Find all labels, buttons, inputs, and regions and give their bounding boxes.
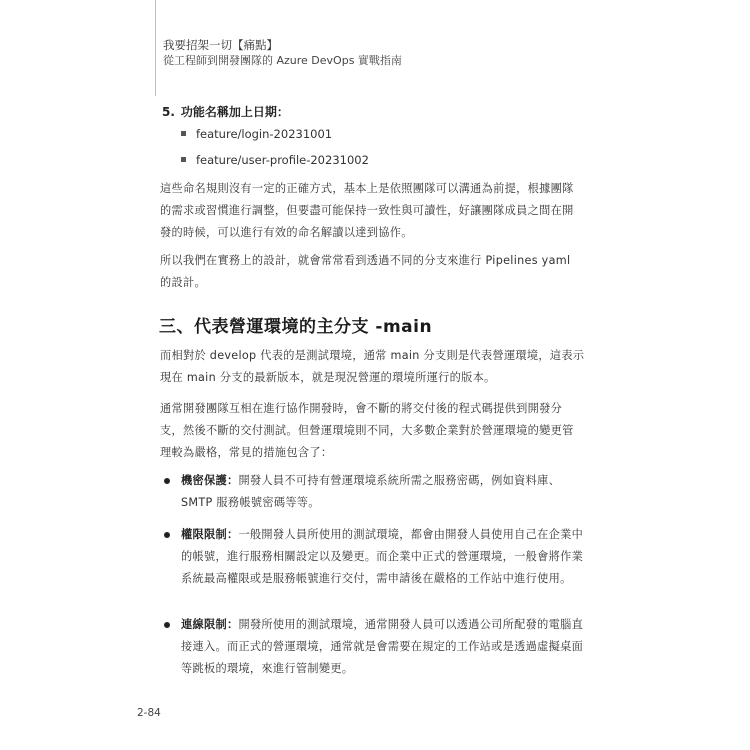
measures-list xyxy=(160,470,585,680)
bullet-term: 機密保護： xyxy=(181,474,239,487)
numbered-item-number: 5. xyxy=(162,105,175,119)
paragraph: 而相對於 develop 代表的是測試環境，通常 main 分支則是代表營運環境，這表示現在 main 分支的最新版本，就是現況營運的環境所運行的版本。 xyxy=(160,349,585,384)
header-divider xyxy=(155,0,156,96)
bullet-term: 權限限制： xyxy=(181,528,239,541)
bullet-term: 連線限制： xyxy=(181,618,239,631)
bullet-dot-icon xyxy=(164,532,170,538)
numbered-item xyxy=(162,103,289,120)
square-bullet-icon xyxy=(181,131,186,136)
paragraph: 所以我們在實務上的設計，就會常常看到透過不同的分支來進行 Pipelines yaml 的設計。 xyxy=(160,254,571,289)
page-number: 2-84 xyxy=(137,707,161,719)
list-item xyxy=(181,127,369,153)
list-item xyxy=(181,153,369,179)
bullet-text: 開發人員不可持有營運環境系統所需之服務密碼，例如資料庫、SMTP 服務帳號密碼等等。 xyxy=(181,474,561,509)
square-bullet-icon xyxy=(181,157,186,162)
header-book-subtitle: 從工程師到開發團隊的 Azure DevOps 實戰指南 xyxy=(163,54,402,67)
paragraph: 這些命名規則沒有一定的正確方式，基本上是依照團隊可以溝通為前提，根據團隊的需求或習慣進行調整，但要盡可能保持一致性與可讀性，好讓團隊成員之間在開發的時候，可以進行有效的命名解讀以達到協作。 xyxy=(160,182,574,239)
example-text: feature/user-profile-20231002 xyxy=(196,153,369,167)
header-book-title: 我要招架一切【痛點】 xyxy=(163,38,278,52)
numbered-item-text: 功能名稱加上日期： xyxy=(180,105,289,119)
section-heading: 三、代表營運環境的主分支 -main xyxy=(159,317,433,337)
paragraph: 通常開發團隊互相在進行協作開發時，會不斷的將交付後的程式碼提供到開發分支，然後不斷的交付測試。但營運環境則不同，大多數企業對於營運環境的變更管理較為嚴格，常見的措施包含了： xyxy=(160,402,574,459)
bullet-text: 一般開發人員所使用的測試環境，都會由開發人員使用自己在企業中的帳號，進行服務相關設定以及變更。而企業中正式的營運環境，一般會將作業系統最高權限或是服務帳號進行交付，需申請後在嚴格的工作站中進行使用。 xyxy=(181,528,584,585)
bullet-dot-icon xyxy=(164,478,170,484)
list-item xyxy=(160,524,585,614)
bullet-text: 開發所使用的測試環境，通常開發人員可以透過公司所配發的電腦直接連入。而正式的營運環境，通常就是會需要在規定的工作站或是透過虛擬桌面等跳板的環境，來進行管制變更。 xyxy=(181,618,584,675)
bullet-dot-icon xyxy=(164,622,170,628)
example-text: feature/login-20231001 xyxy=(196,127,333,141)
example-list xyxy=(181,127,369,179)
list-item xyxy=(160,614,585,680)
running-header xyxy=(163,38,402,68)
list-item xyxy=(160,470,585,524)
